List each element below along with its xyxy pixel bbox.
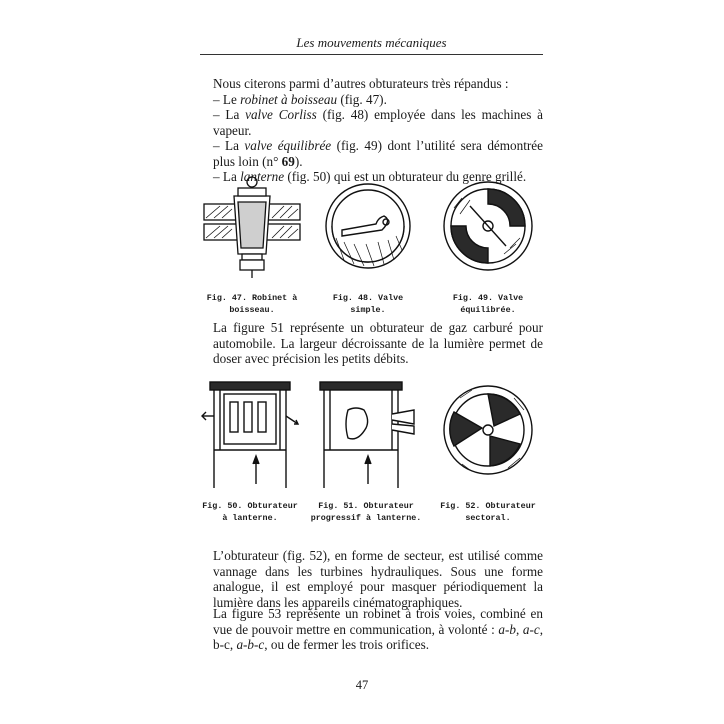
list-item: – La valve équilibrée (fig. 49) dont l’utilité sera démontrée plus loin (n° 69).: [213, 138, 543, 169]
figure-49-caption: Fig. 49. Valve équilibrée.: [452, 293, 524, 315]
running-header: Les mouvements mécaniques: [296, 35, 447, 50]
paragraph-figure-51: La figure 51 représente un obturateur de gaz carburé pour automobile. La largeur décroissante de la lumière permet de doser avec précision les petits débits.: [213, 320, 543, 366]
intro-lead: Nous citerons parmi d’autres obturateurs très répandus :: [213, 76, 509, 91]
list-item: – Le robinet à boisseau (fig. 47).: [213, 91, 387, 107]
figure-50-caption: Fig. 50. Obturateur à lanterne.: [202, 501, 298, 523]
list-item: – La lanterne (fig. 50) qui est un obturateur du genre grillé.: [213, 169, 527, 184]
figure-50-lantern-obturator: [200, 380, 300, 490]
intro-block: [213, 76, 543, 185]
list-item: – La valve Corliss (fig. 48) employée dans les machines à vapeur.: [213, 107, 544, 138]
figure-49-balanced-valve: [440, 178, 536, 274]
page-number: 47: [355, 678, 369, 692]
figure-52-caption: Fig. 52. Obturateur sectoral.: [440, 501, 536, 523]
paragraph-figure-53: La figure 53 représente un robinet à trois voies, combiné en vue de pouvoir mettre en communication, à volonté : a-b, a-c, b-c, a-b-c, ou de fermer les trois orifices.: [213, 606, 543, 652]
figure-51-progressive-obturator: [318, 380, 418, 490]
figure-47-plug-valve: [202, 174, 302, 284]
header-rule: [200, 54, 543, 55]
figure-47-caption: Fig. 47. Robinet à boisseau.: [206, 293, 298, 315]
paragraph-figure-52: L’obturateur (fig. 52), en forme de secteur, est utilisé comme vannage dans les turbines hydrauliques. Sous une forme analogue, il est employé pour masquer périodiquement la lumière dans les appareils cinématographiques.: [213, 548, 543, 610]
figure-48-simple-valve: [322, 180, 414, 272]
figure-51-caption: Fig. 51. Obturateur progressif à lanterne.: [310, 501, 422, 523]
figure-52-sector-obturator: [440, 382, 536, 478]
figure-48-caption: Fig. 48. Valve simple.: [332, 293, 404, 315]
